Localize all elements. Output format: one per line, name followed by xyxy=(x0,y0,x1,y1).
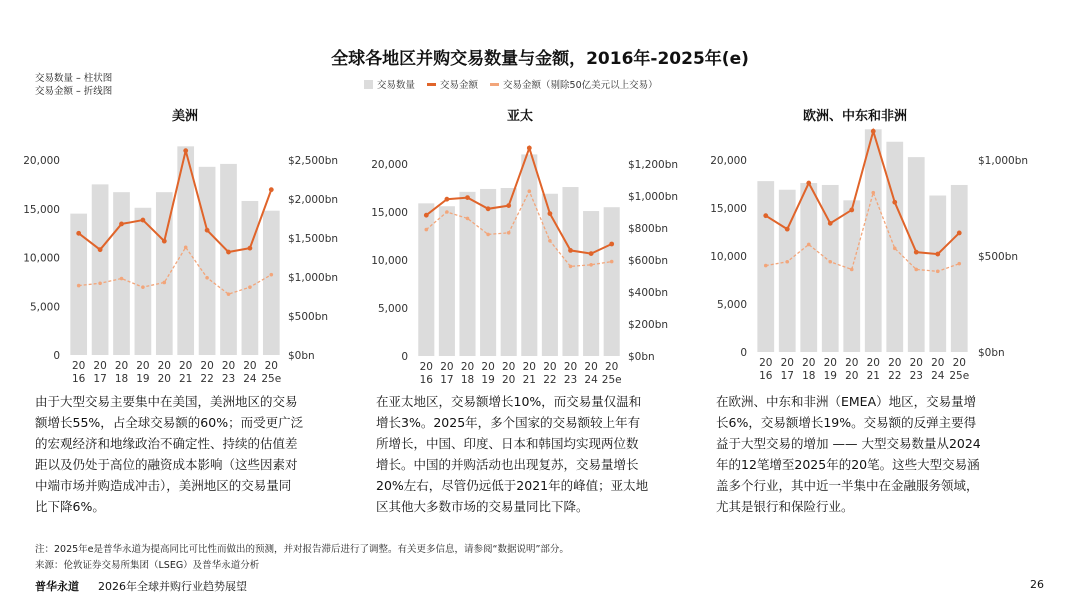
description-line: 额增长55%，占全球交易额的60%；而受更广泛 xyxy=(35,415,304,430)
left-tick-label: 0 xyxy=(401,351,408,363)
bar xyxy=(865,129,882,352)
left-tick-label: 20,000 xyxy=(710,155,747,167)
x-tick-label: 20 22 xyxy=(200,360,214,385)
description-emea xyxy=(716,391,1026,517)
legend-item-count xyxy=(364,77,415,91)
right-tick-label: $400bn xyxy=(628,287,669,299)
right-tick-label: $800bn xyxy=(628,223,669,235)
x-tick-label: 20 24 xyxy=(931,357,945,382)
point-excl-large-deals xyxy=(871,191,875,195)
x-tick-label: 20 19 xyxy=(823,357,837,382)
page-number: 26 xyxy=(1030,578,1044,591)
point-deal-value xyxy=(849,208,854,213)
bar xyxy=(929,196,946,352)
x-tick-label: 20 23 xyxy=(221,360,236,385)
x-tick-label: 20 25e xyxy=(601,361,622,386)
description-line: 比下降6%。 xyxy=(35,499,105,514)
x-tick-label: 20 22 xyxy=(543,361,557,386)
panel-title-americas: 美洲 xyxy=(171,109,198,124)
panel-title-emea: 欧洲、中东和非洲 xyxy=(802,109,907,124)
right-tick-label: $500bn xyxy=(288,311,329,323)
point-deal-value xyxy=(828,221,833,226)
x-tick-label: 20 20 xyxy=(157,360,171,385)
description-line: 中端市场并购造成冲击），美洲地区的交易量同 xyxy=(35,478,292,493)
x-tick-label: 20 20 xyxy=(845,357,859,382)
description-line: 距以及仍处于高位的融资成本影响（这些因素对 xyxy=(35,457,298,472)
left-tick-label: 10,000 xyxy=(23,252,60,265)
left-tick-label: 15,000 xyxy=(710,203,747,215)
right-tick-label: $0bn xyxy=(978,347,1005,359)
point-excl-large-deals xyxy=(893,247,897,251)
point-excl-large-deals xyxy=(807,243,811,247)
footnote-source: 来源：伦敦证券交易所集团（LSEG）及普华永道分析 xyxy=(35,560,260,571)
left-tick-label: 0 xyxy=(53,350,60,362)
x-tick-label: 20 21 xyxy=(866,357,880,382)
left-tick-label: 15,000 xyxy=(23,203,60,216)
x-tick-label: 20 17 xyxy=(440,361,454,386)
legend-label-count: 交易数量 xyxy=(377,80,416,91)
description-line: 20%左右，尽管仍远低于2021年的峰值；亚太地 xyxy=(376,478,649,493)
bar xyxy=(822,185,839,352)
point-deal-value xyxy=(892,200,897,205)
description-line: 增长。中国的并购活动也出现复苏，交易量增长 xyxy=(376,457,639,472)
point-deal-value xyxy=(914,250,919,255)
point-excl-large-deals xyxy=(936,270,940,274)
description-apac xyxy=(376,391,681,517)
x-tick-label: 20 17 xyxy=(780,357,794,382)
legend-item-value xyxy=(427,77,478,91)
left-tick-label: 0 xyxy=(740,347,747,359)
point-excl-large-deals xyxy=(828,260,832,264)
x-tick-label: 20 23 xyxy=(563,361,578,386)
legend-label-value-excl: 交易金额（剔除50亿美元以上交易） xyxy=(503,80,658,91)
point-deal-value xyxy=(763,213,768,218)
x-tick-label: 20 25e xyxy=(261,360,282,385)
x-tick-label: 20 17 xyxy=(93,360,107,385)
left-tick-label: 5,000 xyxy=(29,301,60,314)
description-line: 在欧洲、中东和非洲（EMEA）地区，交易量增 xyxy=(716,394,977,409)
description-line: 年的12笔增至2025年的20笔。这些大型交易涵 xyxy=(716,457,980,472)
bar xyxy=(843,200,860,352)
point-excl-large-deals xyxy=(914,268,918,272)
footer-brand: 普华永道 xyxy=(35,580,79,593)
x-tick-label: 20 18 xyxy=(802,357,816,382)
x-tick-label: 20 23 xyxy=(909,357,923,382)
left-tick-label: 10,000 xyxy=(710,251,747,263)
point-excl-large-deals xyxy=(785,260,789,264)
chart-emea xyxy=(0,130,1040,385)
left-tick-label: 5,000 xyxy=(716,299,747,311)
description-line: 尤其是银行和保险行业。 xyxy=(716,499,854,514)
description-line: 的宏观经济和地缘政治不确定性、持续的估值差 xyxy=(35,436,298,451)
x-tick-label: 20 19 xyxy=(481,361,495,386)
left-tick-label: 20,000 xyxy=(371,159,408,171)
left-tick-label: 20,000 xyxy=(23,155,60,167)
x-tick-label: 20 16 xyxy=(72,360,86,385)
right-tick-label: $0bn xyxy=(288,350,315,362)
bar xyxy=(800,183,817,352)
x-tick-label: 20 22 xyxy=(888,357,902,382)
point-excl-large-deals xyxy=(957,262,961,266)
right-tick-label: $1,000bn xyxy=(288,272,339,284)
legend-item-value-excl xyxy=(490,77,658,91)
x-tick-label: 20 24 xyxy=(584,361,598,386)
description-line: 区其他大多数市场的交易量同比下降。 xyxy=(376,499,589,514)
x-tick-label: 20 21 xyxy=(522,361,536,386)
legend-swatch-line xyxy=(427,83,436,86)
right-tick-label: $1,000bn xyxy=(628,191,679,203)
footer-report-title: 2026年全球并购行业趋势展望 xyxy=(98,580,247,593)
point-deal-value xyxy=(935,252,940,257)
description-line: 长6%，交易额增长19%。交易额的反弹主要得 xyxy=(716,415,977,430)
x-tick-label: 20 25e xyxy=(949,357,970,382)
description-line: 盖多个行业，其中近一半集中在金融服务领域， xyxy=(716,478,979,493)
description-line: 在亚太地区，交易额增长10%，而交易量仅温和 xyxy=(376,394,642,409)
legend xyxy=(364,77,658,91)
left-tick-label: 10,000 xyxy=(371,255,408,267)
point-excl-large-deals xyxy=(850,268,854,272)
panel-title-apac: 亚太 xyxy=(506,109,533,124)
legend-label-value: 交易金额 xyxy=(440,80,479,91)
footnote-note: 注：2025年e是普华永道为提高同比可比性而做出的预测，并对报告滞后进行了调整。有关更多信息，请参阅“数据说明”部分。 xyxy=(35,544,569,555)
x-tick-label: 20 19 xyxy=(136,360,150,385)
page-title: 全球各地区并购交易数量与金额，2016年-2025年(e) xyxy=(331,49,749,69)
x-tick-label: 20 20 xyxy=(502,361,516,386)
right-tick-label: $1,200bn xyxy=(628,159,679,171)
bar-key-note: 交易数量 – 柱状图 xyxy=(35,73,113,84)
right-tick-label: $1,000bn xyxy=(978,155,1029,167)
line-key-note: 交易金额 – 折线图 xyxy=(35,86,113,97)
description-line: 增长3%。2025年，多个国家的交易额较上年有 xyxy=(376,415,641,430)
left-tick-label: 15,000 xyxy=(371,207,408,219)
right-tick-label: $200bn xyxy=(628,319,669,331)
description-line: 益于大型交易的增加 —— 大型交易数量从2024 xyxy=(716,436,981,451)
legend-swatch-bar xyxy=(364,80,373,89)
point-deal-value xyxy=(806,181,811,186)
x-tick-label: 20 16 xyxy=(759,357,773,382)
left-tick-label: 5,000 xyxy=(377,303,408,315)
right-tick-label: $2,000bn xyxy=(288,194,339,206)
x-tick-label: 20 21 xyxy=(179,360,193,385)
description-americas xyxy=(35,391,340,517)
legend-swatch-line-light xyxy=(490,83,499,86)
x-tick-label: 20 24 xyxy=(243,360,257,385)
point-deal-value xyxy=(785,227,790,232)
right-tick-label: $0bn xyxy=(628,351,655,363)
right-tick-label: $600bn xyxy=(628,255,669,267)
point-deal-value xyxy=(871,129,876,134)
description-line: 所增长，中国、印度、日本和韩国均实现两位数 xyxy=(376,436,639,451)
x-tick-label: 20 18 xyxy=(114,360,129,385)
point-excl-large-deals xyxy=(764,264,768,268)
right-tick-label: $2,500bn xyxy=(288,155,339,167)
bar xyxy=(779,190,796,352)
x-tick-label: 20 16 xyxy=(419,361,433,386)
bar xyxy=(951,185,968,352)
point-deal-value xyxy=(957,231,962,236)
right-tick-label: $500bn xyxy=(978,251,1019,263)
right-tick-label: $1,500bn xyxy=(288,233,339,245)
x-tick-label: 20 18 xyxy=(460,361,475,386)
description-line: 由于大型交易主要集中在美国，美洲地区的交易 xyxy=(35,394,298,409)
